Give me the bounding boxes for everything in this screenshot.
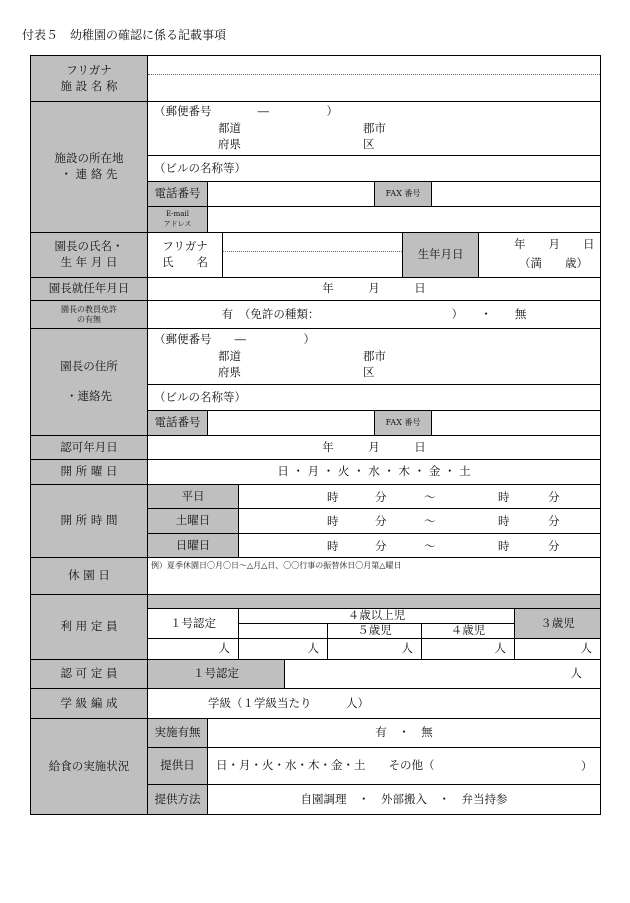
- age3-capacity-field[interactable]: 人: [514, 638, 601, 660]
- minute-unit: 分: [375, 539, 387, 553]
- prefecture-a: 都道: [218, 121, 241, 135]
- hour-unit: 時: [498, 539, 510, 553]
- license-label: 園長の教員免許 の有無: [30, 300, 148, 329]
- age4-header: ４歳児: [421, 623, 515, 639]
- opening-days-field[interactable]: 日 ・ 月 ・ 火 ・ 水 ・ 木 ・ 金 ・ 土: [147, 459, 601, 485]
- tilde: ～: [424, 539, 436, 553]
- prefecture-b: 府県: [218, 137, 241, 151]
- capacity-top-band: [147, 594, 601, 609]
- email-field[interactable]: [207, 206, 601, 233]
- saturday-label: 土曜日: [147, 508, 239, 534]
- tel-field[interactable]: [207, 181, 375, 207]
- cert1-header: １号認定: [147, 608, 239, 639]
- home-building-field[interactable]: （ビルの名称等）: [147, 384, 601, 411]
- postal-code-label: （郵便番号 ― ）: [154, 104, 338, 118]
- city-b: 区: [363, 137, 375, 151]
- approved-capacity-label: 認 可 定 員: [30, 659, 148, 689]
- over4-header: ４歳以上児: [238, 608, 515, 624]
- meal-implementation-field[interactable]: 有 ・ 無: [207, 718, 601, 748]
- minute-unit: 分: [548, 539, 560, 553]
- director-name-field[interactable]: [222, 232, 403, 278]
- tel-label: 電話番号: [147, 181, 208, 207]
- hour-unit: 時: [327, 514, 339, 528]
- birth-date-age: （満 歳）: [519, 256, 588, 270]
- facility-name-field[interactable]: [147, 55, 601, 102]
- home-city-b: 区: [363, 365, 375, 379]
- birth-date-label: 生年月日: [402, 232, 479, 278]
- weekday-hours-field[interactable]: [238, 484, 601, 509]
- furigana-divider: [148, 74, 600, 75]
- facility-name-label: フリガナ 施 設 名 称: [30, 55, 148, 102]
- over4-capacity-field[interactable]: 人: [238, 638, 328, 660]
- home-fax-field[interactable]: [431, 410, 601, 436]
- opening-hours-label: 開 所 時 間: [30, 484, 148, 558]
- meal-status-label: 給食の実施状況: [30, 718, 148, 815]
- permit-date-field[interactable]: 年 月 日: [147, 435, 601, 460]
- holiday-label: 休 園 日: [30, 557, 148, 595]
- home-fax-label: FAX 番号: [374, 410, 432, 436]
- age5-capacity-field[interactable]: 人: [327, 638, 422, 660]
- meal-days-field[interactable]: 日・月・火・水・木・金・土 その他（: [207, 747, 601, 785]
- capacity-total-field[interactable]: 人: [147, 638, 239, 660]
- age4-capacity-field[interactable]: 人: [421, 638, 515, 660]
- fax-label: FAX 番号: [374, 181, 432, 207]
- minute-unit: 分: [548, 490, 560, 504]
- class-composition-field[interactable]: 学級（１学級当たり 人）: [147, 688, 601, 719]
- class-composition-label: 学 級 編 成: [30, 688, 148, 719]
- age3-header: ３歳児: [514, 608, 601, 639]
- director-label: 園長の氏名・ 生 年 月 日: [30, 232, 148, 278]
- home-prefecture-a: 都道: [218, 349, 241, 363]
- home-tel-label: 電話番号: [147, 410, 208, 436]
- form-title: 付表５ 幼稚園の確認に係る記載事項: [22, 28, 227, 42]
- meal-days-close-paren: ）: [581, 759, 593, 773]
- minute-unit: 分: [375, 490, 387, 504]
- minute-unit: 分: [548, 514, 560, 528]
- hour-unit: 時: [498, 490, 510, 504]
- home-tel-field[interactable]: [207, 410, 375, 436]
- home-prefecture-b: 府県: [218, 365, 241, 379]
- opening-days-label: 開 所 曜 日: [30, 459, 148, 485]
- hour-unit: 時: [327, 539, 339, 553]
- confirmation-form: [30, 55, 601, 815]
- appointment-date-label: 園長就任年月日: [30, 277, 148, 301]
- sunday-hours-field[interactable]: [238, 533, 601, 558]
- holiday-example: 例）夏季休園日〇月〇日～△月△日、〇〇行事の振替休日〇月第△曜日: [151, 561, 402, 570]
- fax-field[interactable]: [431, 181, 601, 207]
- home-postal-label: （郵便番号 ― ）: [154, 332, 315, 346]
- director-furigana-label: フリガナ 氏 名: [147, 232, 223, 278]
- city-a: 郡市: [363, 121, 386, 135]
- meal-method-field[interactable]: 自園調理 ・ 外部搬入 ・ 弁当持参: [207, 784, 601, 815]
- meal-method-label: 提供方法: [147, 784, 208, 815]
- approved-cert1-label: １号認定: [147, 659, 285, 689]
- saturday-hours-field[interactable]: [238, 508, 601, 534]
- license-field[interactable]: 有 （免許の種類： ） ・ 無: [147, 300, 601, 329]
- director-address-label: 園長の住所 ・連絡先: [30, 328, 148, 436]
- appointment-date-field[interactable]: 年 月 日: [147, 277, 601, 301]
- meal-days-label: 提供日: [147, 747, 208, 785]
- tilde: ～: [424, 514, 436, 528]
- email-label: E-mail アドレス: [147, 206, 208, 233]
- meal-implementation-label: 実施有無: [147, 718, 208, 748]
- building-name-field[interactable]: （ビルの名称等）: [147, 155, 601, 182]
- sunday-label: 日曜日: [147, 533, 239, 558]
- birth-date-ymd: 年 月 日: [514, 237, 595, 251]
- age5-header: ５歳児: [327, 623, 422, 639]
- tilde: ～: [424, 490, 436, 504]
- weekday-label: 平日: [147, 484, 239, 509]
- hour-unit: 時: [498, 514, 510, 528]
- minute-unit: 分: [375, 514, 387, 528]
- director-furigana-divider: [223, 251, 402, 252]
- approved-capacity-field[interactable]: 人: [284, 659, 601, 689]
- home-city-a: 郡市: [363, 349, 386, 363]
- capacity-label: 利 用 定 員: [30, 594, 148, 660]
- hour-unit: 時: [327, 490, 339, 504]
- permit-date-label: 認可年月日: [30, 435, 148, 460]
- facility-address-label: 施設の所在地 ・ 連 絡 先: [30, 101, 148, 233]
